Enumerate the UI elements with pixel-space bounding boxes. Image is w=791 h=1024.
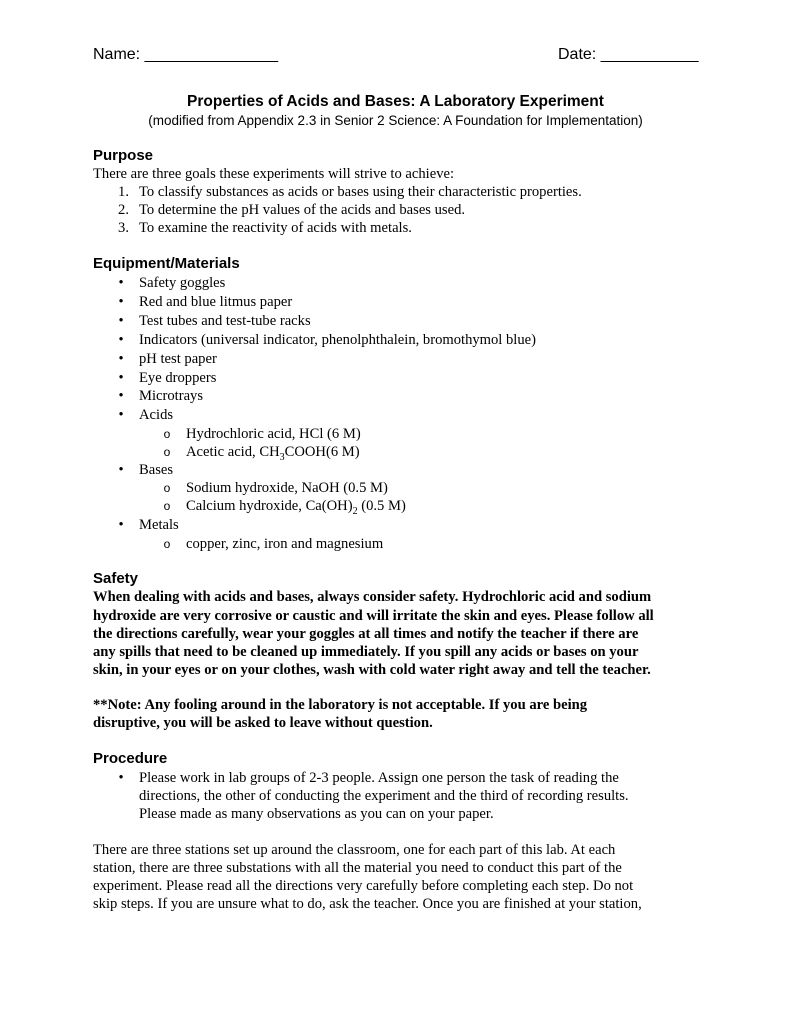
safety-line: the directions carefully, wear your goggles at all times and notify the teacher if there are: [93, 626, 639, 642]
goal-number: 3.: [118, 220, 129, 236]
safety-line: When dealing with acids and bases, always consider safety. Hydrochloric acid and sodium: [93, 589, 652, 605]
sub-bullet-icon: o: [163, 481, 171, 495]
procedure-paragraph-line: experiment. Please read all the directions very carefully before completing each step. Do not: [93, 878, 634, 894]
document-subtitle: (modified from Appendix 2.3 in Senior 2 Science: A Foundation for Implementation): [148, 113, 643, 128]
safety-note-line: **Note: Any fooling around in the laboratory is not acceptable. If you are being: [93, 697, 588, 713]
procedure-bullet-line: Please work in lab groups of 2-3 people. Assign one person the task of reading the: [139, 770, 619, 786]
goal-number: 2.: [118, 202, 129, 218]
equipment-item-bases: Bases: [139, 462, 174, 478]
sub-bullet-icon: o: [163, 445, 171, 459]
sub-bullet-icon: o: [163, 427, 171, 441]
equipment-item: Microtrays: [139, 388, 204, 404]
bullet-icon: •: [118, 388, 124, 404]
procedure-bullet-line: directions, the other of conducting the experiment and the third of recording results.: [139, 788, 629, 804]
equipment-heading: Equipment/Materials: [93, 255, 240, 272]
procedure-bullet-line: Please made as many observations as you can on your paper.: [139, 806, 494, 822]
bullet-icon: •: [118, 370, 124, 386]
bullet-icon: •: [118, 351, 124, 367]
purpose-intro: There are three goals these experiments will strive to achieve:: [93, 166, 455, 182]
safety-note-line: disruptive, you will be asked to leave without question.: [93, 715, 433, 731]
document-title: Properties of Acids and Bases: A Laboratory Experiment: [187, 93, 604, 110]
safety-line: any spills that need to be cleaned up immediately. If you spill any acids or bases on your: [93, 644, 639, 660]
bullet-icon: •: [118, 462, 124, 478]
goal-text: To determine the pH values of the acids and bases used.: [139, 202, 466, 218]
goal-text: To classify substances as acids or bases using their characteristic properties.: [139, 184, 582, 200]
procedure-paragraph-line: station, there are three substations with all the material you need to conduct this part of the: [93, 860, 622, 876]
goal-number: 1.: [118, 184, 129, 200]
purpose-heading: Purpose: [93, 147, 154, 164]
sub-bullet-icon: o: [163, 499, 171, 513]
base-item: Sodium hydroxide, NaOH (0.5 M): [186, 480, 388, 496]
base-item: Calcium hydroxide, $Ca(OH)_2$ (0.5 M): [186, 498, 406, 517]
safety-line: hydroxide are very corrosive or caustic and will irritate the skin and eyes. Please follow all: [93, 608, 654, 624]
bullet-icon: •: [118, 313, 124, 329]
bullet-icon: •: [118, 275, 124, 291]
acid-item: Hydrochloric acid, HCl (6 M): [186, 426, 361, 442]
equipment-item: Indicators (universal indicator, phenolphthalein, bromothymol blue): [139, 332, 536, 348]
metal-item: copper, zinc, iron and magnesium: [186, 536, 384, 552]
procedure-heading: Procedure: [93, 750, 168, 767]
safety-heading: Safety: [93, 570, 139, 587]
bullet-icon: •: [118, 770, 124, 786]
bullet-icon: •: [118, 332, 124, 348]
equipment-item: pH test paper: [139, 351, 217, 367]
bullet-icon: •: [118, 517, 124, 533]
equipment-item: Test tubes and test-tube racks: [139, 313, 311, 329]
procedure-paragraph-line: skip steps. If you are unsure what to do, ask the teacher. Once you are finished at your station,: [93, 896, 642, 912]
sub-bullet-icon: o: [163, 537, 171, 551]
equipment-item-acids: Acids: [139, 407, 174, 423]
goal-text: To examine the reactivity of acids with metals.: [139, 220, 412, 236]
name-field: Name: _______________: [93, 46, 279, 63]
equipment-item: Red and blue litmus paper: [139, 294, 293, 310]
procedure-paragraph-line: There are three stations set up around the classroom, one for each part of this lab. At each: [93, 842, 616, 858]
safety-line: skin, in your eyes or on your clothes, wash with cold water right away and tell the teacher.: [93, 662, 651, 678]
acid-item: Acetic acid, $CH_3COOH(6$ M): [186, 444, 360, 463]
equipment-item: Safety goggles: [139, 275, 226, 291]
bullet-icon: •: [118, 407, 124, 423]
date-field: Date: ___________: [558, 46, 699, 63]
equipment-item: Eye droppers: [139, 370, 217, 386]
bullet-icon: •: [118, 294, 124, 310]
equipment-item-metals: Metals: [139, 517, 179, 533]
